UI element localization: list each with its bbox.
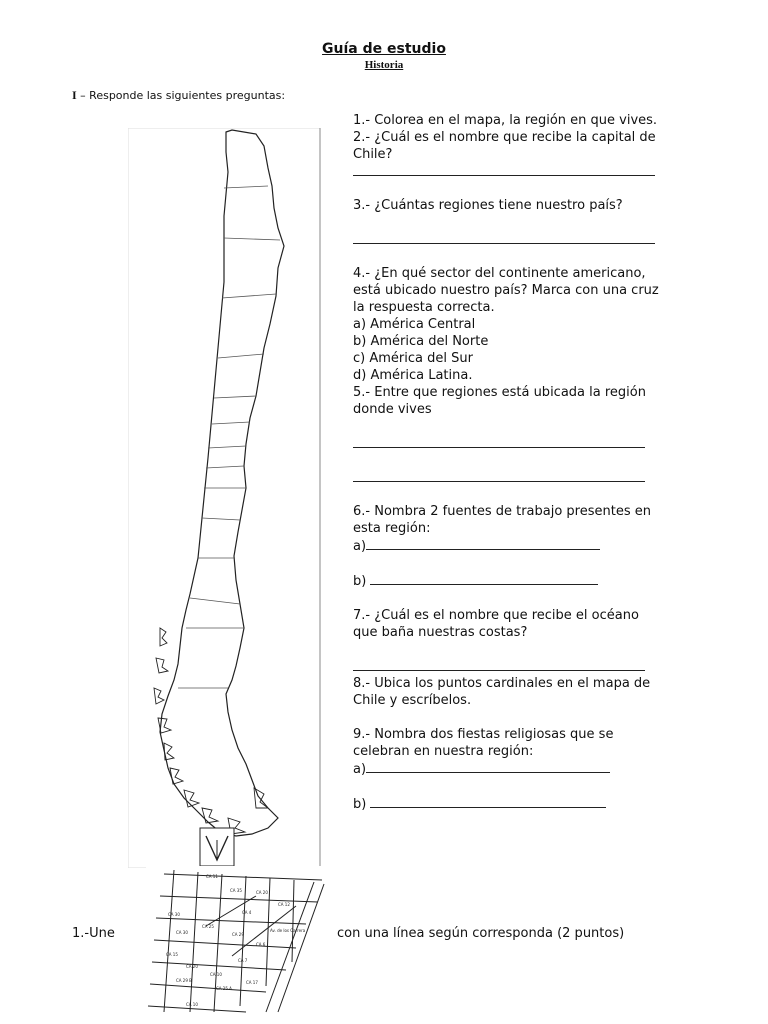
question-8: 8.- Ubica los puntos cardinales en el mapa de <box>353 676 651 691</box>
question-6-answer-b <box>353 572 693 590</box>
street-label: CA 10 <box>186 1002 198 1007</box>
question-4: 4.- ¿En qué sector del continente americano, <box>353 266 646 281</box>
street-label: CA 6 <box>256 942 266 947</box>
answer-b-label: b) <box>353 797 371 812</box>
answer-line[interactable] <box>353 163 655 176</box>
option-a[interactable]: a) América Central <box>353 317 476 332</box>
match-instruction-right: con una línea según corresponda (2 puntos) <box>337 926 625 941</box>
street-label: CA 12 <box>278 902 290 907</box>
section-number: I <box>72 88 77 102</box>
option-d[interactable]: d) América Latina. <box>353 368 473 383</box>
street-map <box>146 866 332 1020</box>
question-2: 2.- ¿Cuál es el nombre que recibe la capital de <box>353 130 656 145</box>
street-label: CA 20 <box>256 890 268 895</box>
street-label: CA 15 <box>166 952 178 957</box>
answer-line[interactable] <box>370 795 606 808</box>
street-label: CA 30 <box>176 930 188 935</box>
answer-line[interactable] <box>353 435 645 448</box>
page-title: Guía de estudio <box>322 41 446 57</box>
chile-map-drawing <box>128 128 328 868</box>
question-5: 5.- Entre que regiones está ubicada la región <box>353 385 646 400</box>
question-8-cont: Chile y escríbelos. <box>353 693 472 708</box>
answer-line[interactable] <box>353 469 645 482</box>
answer-line[interactable] <box>366 760 610 773</box>
answer-line[interactable] <box>353 231 655 244</box>
question-6: 6.- Nombra 2 fuentes de trabajo presentes en <box>353 504 651 519</box>
north-arrow-box <box>200 828 234 866</box>
answer-a-label: a) <box>353 539 367 554</box>
street-label: CA 29 <box>232 932 244 937</box>
answer-line[interactable] <box>353 658 645 671</box>
street-label: CA 11 <box>206 874 218 879</box>
option-b[interactable]: b) América del Norte <box>353 334 489 349</box>
street-label: CA 10 <box>210 972 222 977</box>
chile-map <box>128 128 328 872</box>
page-subtitle: Historia <box>364 59 404 71</box>
question-4-cont: la respuesta correcta. <box>353 300 495 315</box>
answer-a-label: a) <box>353 762 367 777</box>
questions-column <box>353 112 693 813</box>
question-1: 1.- Colorea en el mapa, la región en que vives. <box>353 113 658 128</box>
section-instruction: – Responde las siguientes preguntas: <box>76 89 286 102</box>
section-header <box>72 88 285 103</box>
question-6-cont: esta región: <box>353 521 431 536</box>
question-7-cont: que baña nuestras costas? <box>353 625 528 640</box>
question-2-cont: Chile? <box>353 147 393 162</box>
street-label: CA 25 <box>202 924 214 929</box>
question-9-answer-a <box>353 760 693 778</box>
question-4-cont: está ubicado nuestro país? Marca con una cruz <box>353 283 659 298</box>
street-label: CA 29 B <box>176 978 192 983</box>
question-9-answer-b <box>353 795 693 813</box>
answer-line[interactable] <box>370 572 598 585</box>
answer-line[interactable] <box>366 537 600 550</box>
question-9-cont: celebran en nuestra región: <box>353 744 534 759</box>
street-label: CA 35 <box>230 888 242 893</box>
street-label: Av. de los Carrera <box>270 928 306 933</box>
question-9: 9.- Nombra dos fiestas religiosas que se <box>353 727 614 742</box>
street-label: CA 30 <box>168 912 180 917</box>
answer-b-label: b) <box>353 574 371 589</box>
question-5-cont: donde vives <box>353 402 432 417</box>
question-7: 7.- ¿Cuál es el nombre que recibe el océano <box>353 608 639 623</box>
option-c[interactable]: c) América del Sur <box>353 351 473 366</box>
street-label: CA 20 <box>186 964 198 969</box>
street-label: CA 17 <box>246 980 258 985</box>
question-6-answer-a <box>353 537 693 555</box>
street-map-drawing <box>146 866 332 1016</box>
street-label: CA 7 <box>238 958 248 963</box>
question-3: 3.- ¿Cuántas regiones tiene nuestro país? <box>353 198 623 213</box>
street-label: CA 25 A <box>216 986 232 991</box>
match-instruction-left: 1.-Une <box>72 926 115 941</box>
street-label: CA 4 <box>242 910 252 915</box>
